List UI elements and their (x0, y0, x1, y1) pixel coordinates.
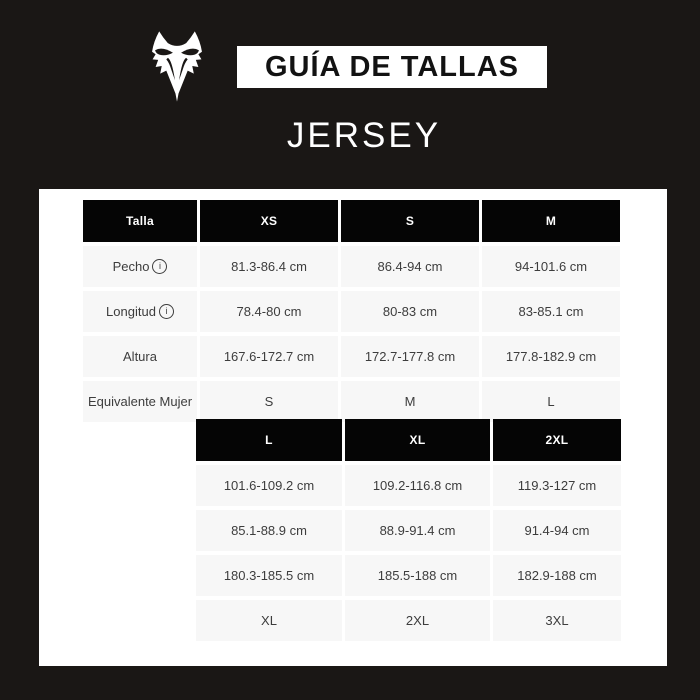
size-cell: 81.3-86.4 cm (200, 246, 338, 287)
size-cell: 182.9-188 cm (493, 555, 621, 596)
corner-header-talla: Talla (83, 200, 197, 242)
size-column-header-l: L (196, 419, 342, 461)
size-cell: 88.9-91.4 cm (345, 510, 490, 551)
size-cell: 91.4-94 cm (493, 510, 621, 551)
size-cell: 94-101.6 cm (482, 246, 620, 287)
size-cell: 83-85.1 cm (482, 291, 620, 332)
row-label-pecho (83, 246, 197, 287)
size-cell: 78.4-80 cm (200, 291, 338, 332)
size-cell: 101.6-109.2 cm (196, 465, 342, 506)
size-cell: 185.5-188 cm (345, 555, 490, 596)
size-cell: 3XL (493, 600, 621, 641)
size-cell: 86.4-94 cm (341, 246, 479, 287)
size-cell: 167.6-172.7 cm (200, 336, 338, 377)
size-column-header-s: S (341, 200, 479, 242)
size-cell: 2XL (345, 600, 490, 641)
info-icon[interactable]: i (152, 259, 167, 274)
row-label-equivalente-mujer (83, 381, 197, 422)
size-column-header-m: M (482, 200, 620, 242)
row-label-text: Altura (123, 349, 157, 364)
info-icon[interactable]: i (159, 304, 174, 319)
row-label-text: Longitud (106, 304, 156, 319)
size-cell: 119.3-127 cm (493, 465, 621, 506)
size-column-header-xs: XS (200, 200, 338, 242)
size-cell: L (482, 381, 620, 422)
size-cell: M (341, 381, 479, 422)
size-column-header-2xl: 2XL (493, 419, 621, 461)
row-label-text: Equivalente Mujer (87, 394, 193, 409)
size-table-upper (83, 200, 620, 422)
row-label-altura (83, 336, 197, 377)
title-banner (237, 46, 547, 88)
size-column-header-xl: XL (345, 419, 490, 461)
fox-head-logo-icon (149, 31, 205, 103)
size-cell: 180.3-185.5 cm (196, 555, 342, 596)
size-cell: 80-83 cm (341, 291, 479, 332)
size-cell: 177.8-182.9 cm (482, 336, 620, 377)
size-table-lower (196, 419, 621, 641)
size-cell: XL (196, 600, 342, 641)
row-label-text: Pecho (112, 259, 150, 274)
size-cell: S (200, 381, 338, 422)
size-cell: 109.2-116.8 cm (345, 465, 490, 506)
guide-title: GUÍA DE TALLAS (264, 50, 520, 83)
size-cell: 172.7-177.8 cm (341, 336, 479, 377)
product-category-title: JERSEY (286, 116, 442, 155)
size-chart-panel (39, 189, 667, 666)
size-cell: 85.1-88.9 cm (196, 510, 342, 551)
row-label-longitud (83, 291, 197, 332)
